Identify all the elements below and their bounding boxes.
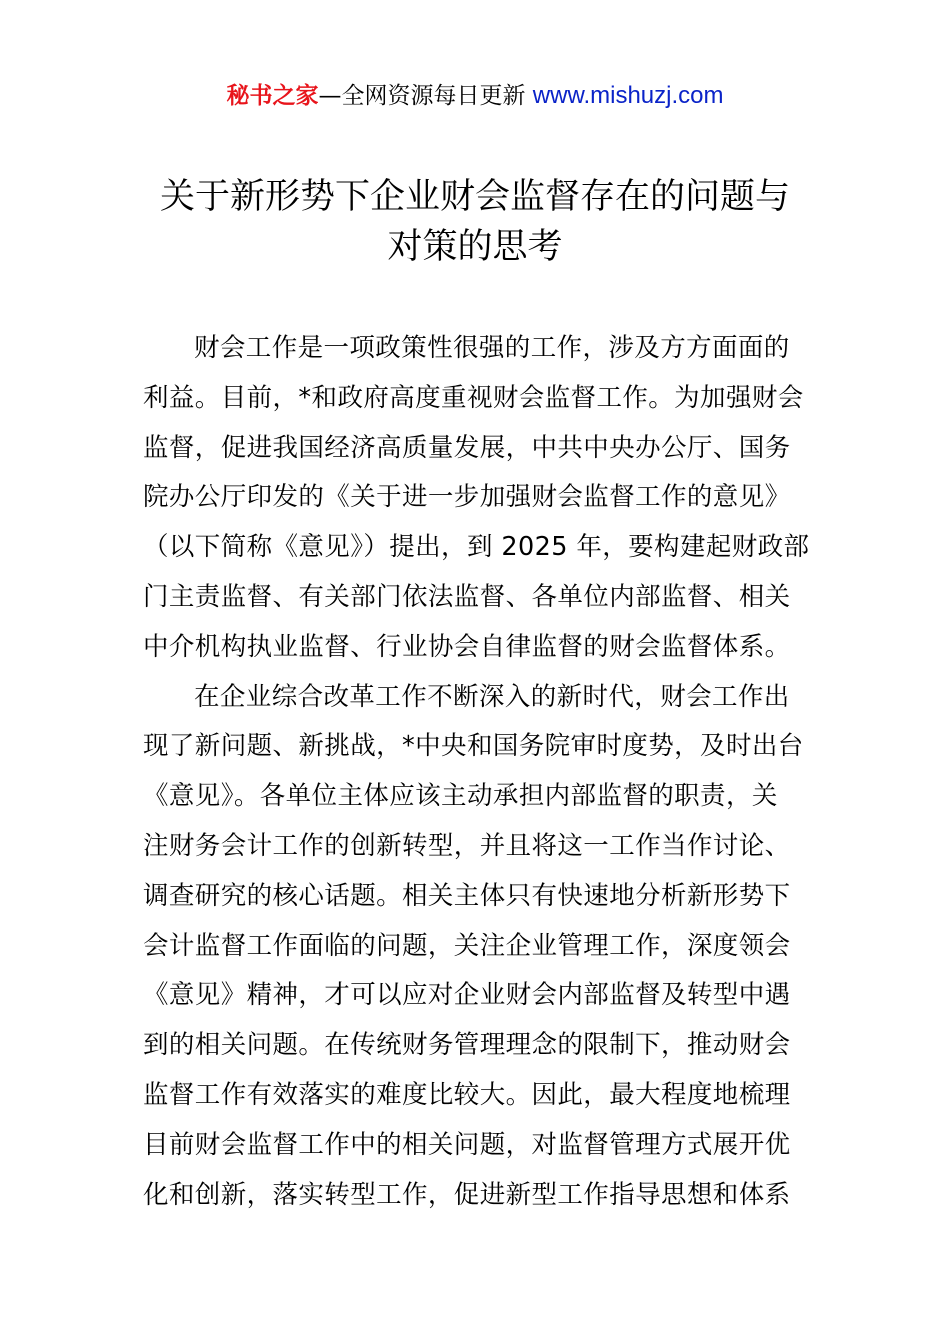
document-body [143,324,808,1220]
paragraph-2-line: 会计监督工作面临的问题，关注企业管理工作，深度领会 [143,930,791,961]
paragraph-1-line: 院办公厅印发的《关于进一步加强财会监督工作的意见》 [143,482,791,513]
site-url-link[interactable]: www.mishuzj.com [532,82,724,109]
paragraph-1-line: 监督，促进我国经济高质量发展，中共中央办公厅、国务 [143,432,791,463]
document-title [110,172,840,272]
document-title-line-1: 关于新形势下企业财会监督存在的问题与 [159,177,790,217]
site-tagline: —全网资源每日更新 [318,83,533,109]
paragraph-1-line: 财会工作是一项政策性很强的工作，涉及方方面面的 [194,333,790,363]
paragraph-2-line: 注财务会计工作的创新转型，并且将这一工作当作讨论、 [143,830,791,861]
paragraph-1-line: 利益。目前，*和政府高度重视财会监督工作。为加强财会 [143,382,804,413]
paragraph-2-line: 目前财会监督工作中的相关问题，对监督管理方式展开优 [143,1129,791,1160]
paragraph-1-line: （以下简称《意见》）提出，到 2025 年，要构建起财政部 [143,532,810,563]
site-header [0,78,950,114]
paragraph-2-line: 现了新问题、新挑战，*中央和国务院审时度势，及时出台 [143,731,804,762]
document-title-line-2: 对策的思考 [387,227,563,267]
site-brand: 秘书之家 [226,83,319,109]
paragraph-1-line: 门主责监督、有关部门依法监督、各单位内部监督、相关 [143,581,791,612]
paragraph-2-line: 在企业综合改革工作不断深入的新时代，财会工作出 [194,681,790,712]
paragraph-2-line: 调查研究的核心话题。相关主体只有快速地分析新形势下 [143,880,791,911]
paragraph-2-line: 化和创新，落实转型工作，促进新型工作指导思想和体系 [143,1179,791,1210]
paragraph-2-line: 到的相关问题。在传统财务管理理念的限制下，推动财会 [143,1030,791,1061]
paragraph-2-line: 监督工作有效落实的难度比较大。因此，最大程度地梳理 [143,1079,791,1110]
paragraph-2-line: 《意见》精神，才可以应对企业财会内部监督及转型中遇 [143,980,791,1011]
paragraph-2-line: 《意见》。各单位主体应该主动承担内部监督的职责，关 [143,781,778,812]
paragraph-1-line: 中介机构执业监督、行业协会自律监督的财会监督体系。 [143,631,791,662]
